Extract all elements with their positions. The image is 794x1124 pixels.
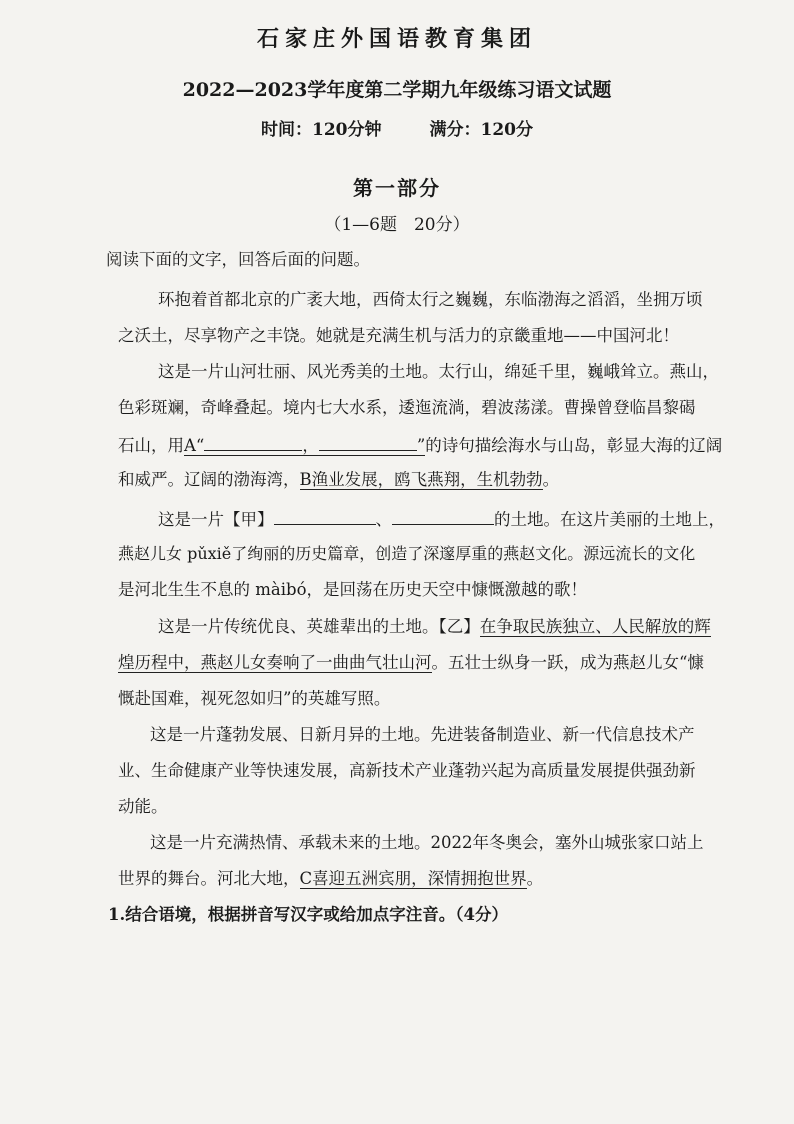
- exam-title: 2022—2023学年度第二学期九年级练习语文试题: [182, 79, 612, 101]
- p2-line3: 石山，用A“ ， ”的诗句描绘海水与山岛，彰显大海的辽阔: [118, 436, 723, 455]
- p1-line1: 环抱着首都北京的广袤大地，西倚太行之巍巍，东临渤海之滔滔，坐拥万顷: [158, 290, 703, 309]
- p4-line2: 煌历程中，燕赵儿女奏响了一曲曲气壮山河。五壮士纵身一跃，成为燕赵儿女“慷: [118, 653, 704, 672]
- p1-line2: 之沃土，尽享物产之丰饶。她就是充满生机与活力的京畿重地——中国河北！: [118, 326, 679, 345]
- p3-line1: 这是一片【甲】 、 的土地。在这片美丽的土地上，: [158, 510, 725, 529]
- yi-sentence-part2: 煌历程中，燕赵儿女奏响了一曲曲气壮山河: [118, 653, 432, 672]
- jia-blank-1[interactable]: [274, 508, 376, 525]
- part-heading: 第一部分: [353, 176, 441, 200]
- yi-sentence-part1: 在争取民族独立、人民解放的辉: [479, 617, 711, 636]
- mark-c: C喜迎五洲宾朋，深情拥抱世界: [299, 869, 527, 888]
- p3-line3: 是河北生生不息的 màibó，是回荡在历史天空中慷慨激越的歌！: [118, 580, 588, 599]
- school-name: 石家庄外国语教育集团: [256, 26, 537, 52]
- p5-line1: 这是一片蓬勃发展、日新月异的土地。先进装备制造业、新一代信息技术产: [150, 725, 695, 744]
- exam-time: 时间：120分钟: [261, 120, 382, 140]
- mark-b: B渔业发展，鸥飞燕翔，生机勃勃: [299, 470, 543, 489]
- poem-blank-2[interactable]: [319, 434, 417, 451]
- p6-line1: 这是一片充满热情、承载未来的土地。2022年冬奥会，塞外山城张家口站上: [150, 833, 704, 852]
- p5-line3: 动能。: [118, 797, 168, 816]
- p2-line4: 和威严。辽阔的渤海湾，B渔业发展，鸥飞燕翔，生机勃勃。: [118, 470, 560, 489]
- p4-line1: 这是一片传统优良、英雄辈出的土地。【乙】在争取民族独立、人民解放的辉: [158, 617, 711, 636]
- question-range: （1—6题 20分）: [324, 215, 470, 235]
- poem-blank-1[interactable]: [204, 434, 302, 451]
- exam-info: [0, 115, 794, 140]
- question-1: 1.结合语境，根据拼音写汉字或给加点字注音。（4分）: [108, 905, 508, 924]
- p5-line2: 业、生命健康产业等快速发展，高新技术产业蓬勃兴起为高质量发展提供强劲新: [118, 761, 696, 780]
- instruction: 阅读下面的文字，回答后面的问题。: [106, 250, 370, 269]
- p4-line3: 慨赴国难，视死忽如归”的英雄写照。: [118, 689, 391, 708]
- mark-a: A“ ， ”: [184, 436, 426, 455]
- exam-score: 满分：120分: [429, 120, 533, 140]
- p6-line2: 世界的舞台。河北大地，C喜迎五洲宾朋，深情拥抱世界。: [118, 869, 544, 888]
- p3-line2: 燕赵儿女 pǔxiě了绚丽的历史篇章，创造了深邃厚重的燕赵文化。源远流长的文化: [118, 544, 696, 563]
- jia-blank-2[interactable]: [392, 508, 494, 525]
- p2-line1: 这是一片山河壮丽、风光秀美的土地。太行山，绵延千里，巍峨耸立。燕山，: [158, 362, 719, 381]
- p2-line2: 色彩斑斓，奇峰叠起。境内七大水系，逶迤流淌，碧波荡漾。曹操曾登临昌黎碣: [118, 398, 696, 417]
